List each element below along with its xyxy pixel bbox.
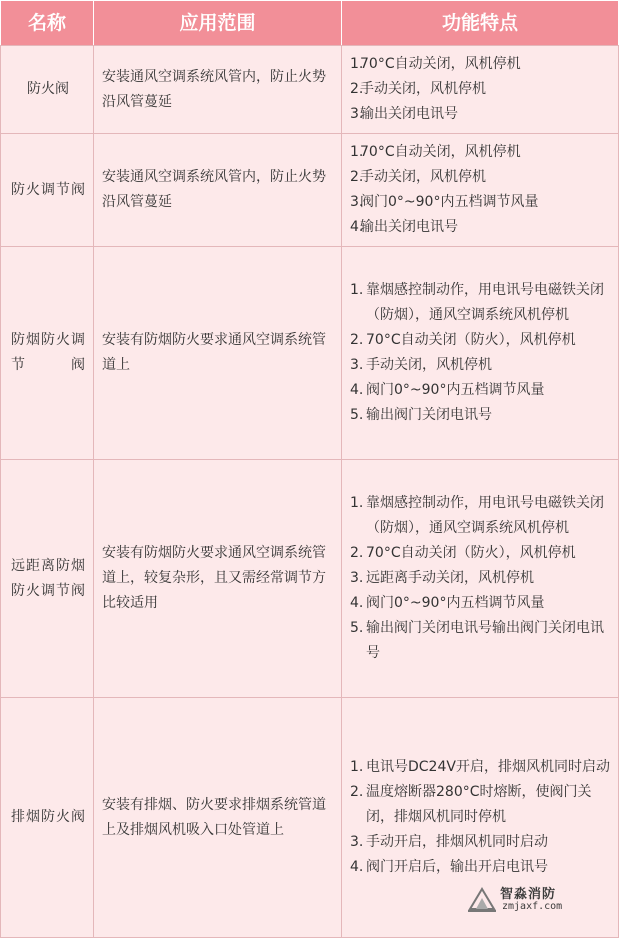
row-name: 排烟防火阀 <box>11 809 85 825</box>
row-features-cell <box>342 460 619 698</box>
feature-item: 3. 输出关闭电讯号 <box>350 106 458 122</box>
watermark-url: zmjaxf.com <box>502 901 563 912</box>
row-features-cell <box>342 247 619 460</box>
row-scope: 安装通风空调系统风管内，防止火势沿风管蔓延 <box>102 68 326 110</box>
row-features-cell <box>342 134 619 247</box>
feature-item: 4. 输出关闭电讯号 <box>350 219 458 235</box>
row-scope: 安装有排烟、防火要求排烟系统管道上及排烟风机吸入口处管道上 <box>102 796 326 838</box>
feature-item: 1. 70°C自动关闭，风机停机 <box>350 56 521 72</box>
watermark <box>466 879 586 919</box>
row-name: 防火阀 <box>27 81 69 97</box>
header-scope: 应用范围 <box>94 1 342 46</box>
row-scope-cell <box>94 460 342 698</box>
feature-item: 3. 阀门0°~90°内五档调节风量 <box>350 194 539 210</box>
feature-list <box>350 278 610 428</box>
feature-item: 4. 阀门0°~90°内五档调节风量 <box>350 382 545 398</box>
feature-item: 4. 阀门0°~90°内五档调节风量 <box>350 595 545 611</box>
feature-list <box>350 140 610 240</box>
row-features-cell <box>342 46 619 134</box>
row-scope-cell <box>94 247 342 460</box>
feature-item: 1. 靠烟感控制动作，用电讯号电磁铁关闭（防烟），通风空调系统风机停机 <box>350 495 604 536</box>
row-name-cell <box>1 698 94 938</box>
header-row <box>1 1 619 46</box>
feature-item: 1. 靠烟感控制动作，用电讯号电磁铁关闭（防烟），通风空调系统风机停机 <box>350 282 604 323</box>
table-row <box>1 134 619 247</box>
row-name-cell <box>1 247 94 460</box>
row-name: 防火调节阀 <box>11 181 85 198</box>
table-row <box>1 46 619 134</box>
table-row <box>1 460 619 698</box>
feature-item: 1. 70°C自动关闭，风机停机 <box>350 144 521 160</box>
feature-item: 2. 70°C自动关闭（防火），风机停机 <box>350 332 576 348</box>
feature-item: 3. 手动开启，排烟风机同时启动 <box>350 834 548 850</box>
feature-item: 1. 电讯号DC24V开启，排烟风机同时启动 <box>350 759 610 775</box>
feature-list <box>350 491 610 666</box>
row-name: 防烟防火调节阀 <box>11 332 85 373</box>
feature-item: 2. 手动关闭，风机停机 <box>350 169 486 185</box>
row-name: 远距离防烟防火调节阀 <box>11 557 85 599</box>
row-name-cell <box>1 460 94 698</box>
feature-item: 5. 输出阀门关闭电讯号 <box>350 407 492 423</box>
row-scope-cell <box>94 698 342 938</box>
row-scope-cell <box>94 134 342 247</box>
feature-list <box>350 52 610 127</box>
table-row <box>1 247 619 460</box>
header-features: 功能特点 <box>342 1 619 46</box>
row-scope: 安装有防烟防火要求通风空调系统管道上 <box>102 332 326 373</box>
row-scope: 安装有防烟防火要求通风空调系统管道上，较复杂形，且又需经常调节方比较适用 <box>102 545 326 611</box>
row-name-cell <box>1 46 94 134</box>
feature-item: 3. 手动关闭，风机停机 <box>350 357 492 373</box>
header-name: 名称 <box>1 1 94 46</box>
feature-item: 5. 输出阀门关闭电讯号输出阀门关闭电讯号 <box>350 620 604 661</box>
feature-item: 2. 70°C自动关闭（防火），风机停机 <box>350 545 576 561</box>
row-scope-cell <box>94 46 342 134</box>
row-name-cell <box>1 134 94 247</box>
feature-item: 2. 温度熔断器280°C时熔断，使阀门关闭，排烟风机同时停机 <box>350 784 592 825</box>
feature-list <box>350 755 610 880</box>
brand-logo-icon <box>466 885 498 913</box>
feature-item: 3. 远距离手动关闭，风机停机 <box>350 570 534 586</box>
watermark-title: 智淼消防 <box>500 887 557 902</box>
feature-item: 2. 手动关闭，风机停机 <box>350 81 486 97</box>
feature-item: 4. 阀门开启后，输出开启电讯号 <box>350 859 548 875</box>
row-scope: 安装通风空调系统风管内，防止火势沿风管蔓延 <box>102 169 326 210</box>
